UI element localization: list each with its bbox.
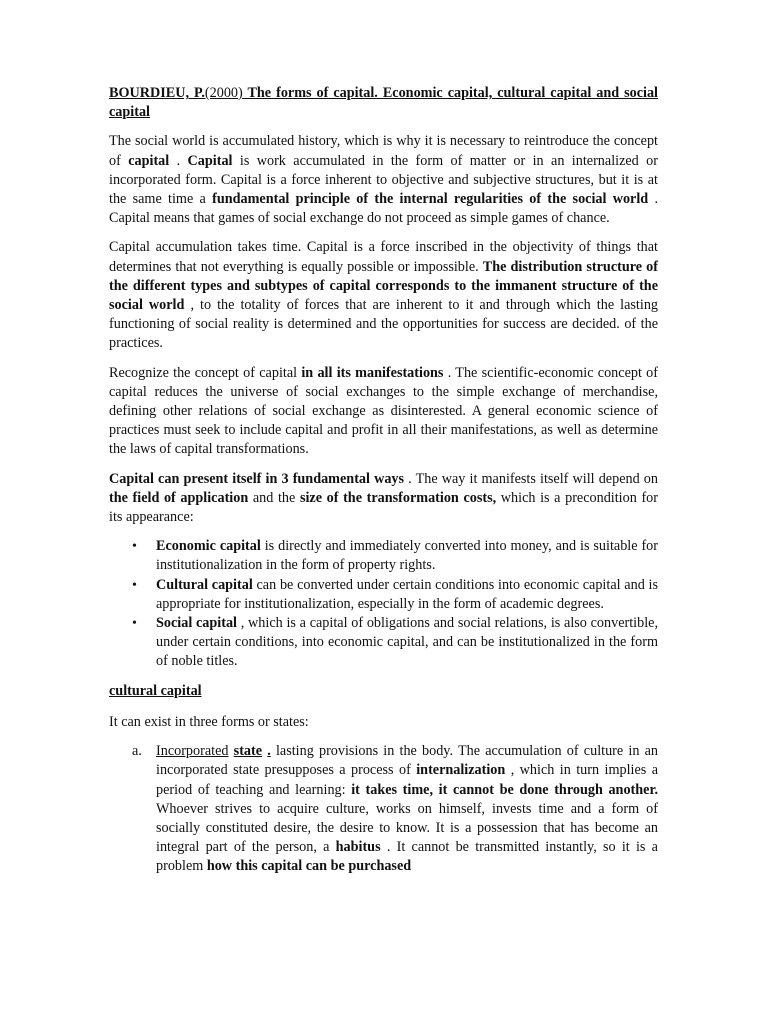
- text-run: . Capital means that games of social exchange do not proceed as simple games of chance.: [109, 191, 659, 227]
- text-run: and the: [248, 489, 300, 506]
- bold-run: fundamental principle of the internal regularities of the social world: [212, 191, 649, 208]
- bold-run: Capital: [187, 152, 233, 169]
- capital-forms-list: [109, 742, 658, 876]
- text-run: . It cannot be transmitted instantly, so it is a problem: [156, 839, 658, 875]
- bold-run: capital: [128, 152, 170, 169]
- bold-run: it takes time, it cannot be done through another.: [351, 781, 658, 798]
- list-item-social-capital: [109, 614, 658, 672]
- paragraph-1: [109, 132, 658, 228]
- text-run: . The way it manifests itself will depend on: [404, 470, 658, 487]
- bold-run: size of the transformation costs,: [299, 489, 497, 506]
- text-run: Recognize the concept of capital: [109, 364, 302, 381]
- text-run: .: [169, 152, 188, 169]
- paragraph-4: [109, 470, 658, 528]
- text-run: Capital accumulation takes time. Capital is a force inscribed in the objectivity of things that determines that not everything is equally possible or impossible.: [109, 239, 658, 275]
- text-run: The social world is accumulated history, which is why it is necessary to reintroduce the concept of: [109, 133, 658, 169]
- list-item-economic-capital: [109, 537, 658, 575]
- underlined-bold-run: .: [267, 743, 271, 760]
- bullet-icon: •: [132, 577, 137, 593]
- title-year: (2000): [204, 85, 243, 101]
- text-run: which is a precondition for its appearance:: [109, 489, 658, 526]
- text-run: , to the totality of forces that are inherent to it and through which the lasting functioning of social reality is determined and the opportunities for success are decided. of the practices.: [109, 297, 659, 352]
- capital-types-list: [109, 537, 658, 671]
- list-item-form-a: [109, 742, 658, 876]
- text-run: , which is a capital of obligations and social relations, is also convertible, under certain conditions, into economic capital, and can be institutionalized in the form of noble titles.: [156, 615, 658, 670]
- underlined-run: Incorporated: [156, 743, 229, 760]
- section-intro: It can exist in three forms or states:: [109, 713, 309, 730]
- bold-run: in all its manifestations: [301, 364, 444, 381]
- document-body: [109, 84, 658, 877]
- paragraph-2: [109, 238, 658, 353]
- bold-run: habitus: [335, 839, 381, 856]
- bold-run: Social capital: [156, 615, 237, 632]
- list-item-cultural-capital: [109, 576, 658, 614]
- underlined-bold-run: state: [233, 743, 263, 760]
- bold-run: the field of application: [109, 489, 249, 506]
- paragraph-3: [109, 364, 658, 460]
- list-letter: a.: [132, 743, 142, 760]
- title-text: The forms of capital. Economic capital, cultural capital and social capital: [109, 85, 658, 121]
- bold-run: The distribution structure of the different types and subtypes of capital corresponds to the immanent structure of the social world: [109, 258, 658, 314]
- text-run: . The scientific-economic concept of capital reduces the universe of social exchanges to the simple exchange of merchandise, defining other relations of social exchange as disinterested. A general economic science of practices must seek to include capital and profit in all their manifestations, as well as determine the laws of capital transformations.: [109, 364, 658, 458]
- bold-run: Cultural capital: [156, 576, 253, 593]
- section-heading: cultural capital: [109, 682, 202, 699]
- document-title: [109, 84, 658, 122]
- text-run: lasting provisions in the body. The accumulation of culture in an incorporated state presupposes a process of: [156, 743, 658, 779]
- bullet-icon: •: [132, 616, 137, 632]
- bold-run: Economic capital: [156, 538, 261, 555]
- text-run: is directly and immediately converted into money, and is suitable for institutionalization in the form of property rights.: [156, 538, 658, 574]
- text-run: is work accumulated in the form of matter or in an internalized or incorporated form. Capital is a force inherent to objective and subjective structures, but it is at the same time a: [109, 152, 658, 208]
- text-run: , which in turn implies a period of teaching and learning:: [156, 762, 658, 798]
- text-run: can be converted under certain conditions into economic capital and is appropriate for institutionalization, especially in the form of academic degrees.: [156, 576, 658, 612]
- bold-run: Capital can present itself in 3 fundamental ways: [109, 470, 405, 487]
- title-author: BOURDIEU, P.: [109, 85, 205, 101]
- bold-run: internalization: [416, 762, 506, 779]
- text-run: Whoever strives to acquire culture, works on himself, invests time and a form of socially constituted desire, the desire to know. It is a possession that has become an integral part of the person, a: [156, 800, 658, 856]
- bullet-icon: •: [132, 539, 137, 555]
- bold-run: how this capital can be purchased: [206, 858, 412, 875]
